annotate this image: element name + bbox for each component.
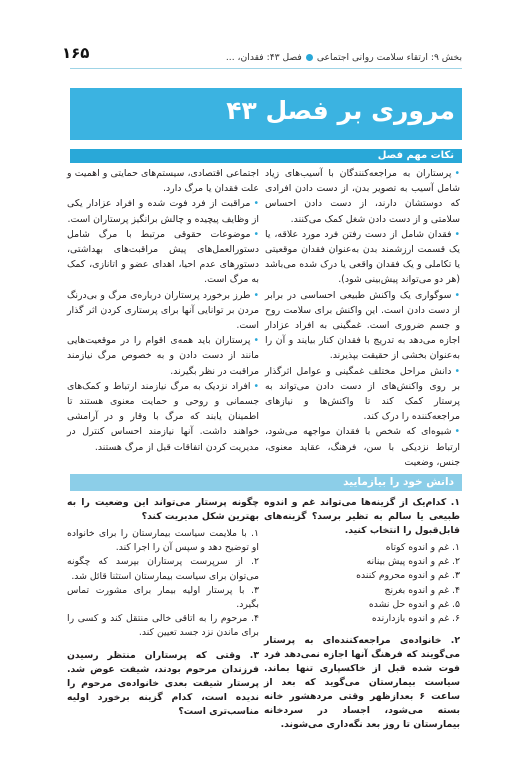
key-points-right-column (265, 166, 460, 470)
key-point: • شیوه‌ای که شخص با فقدان مواجهه می‌شود، ارتباط نزدیکی با سن، فرهنگ، عقاید معنوی، جنس، وضعیت (265, 424, 460, 470)
question-2-option: ۱. با ملایمت سیاست بیمارستان را برای خانواده او توضیح دهد و سپس آن را اجرا کند. (67, 528, 259, 554)
key-point: • موضوعات حقوقی مرتبط با مرگ شامل دستورالعمل‌های پیش مراقبت‌های بهداشتی، دستورهای عدم احیا، اهدای عضو و اتانازی، کمک به مرگ است. (67, 227, 259, 288)
key-point: • دانش مراحل مختلف غمگینی و عوامل اثرگذار بر روی واکنش‌های از دست دادن می‌تواند به پرستار کمک کند تا واکنش‌ها و نیازهای مراجعه‌کننده را درک کند. (265, 364, 460, 425)
key-point: • پرستاران باید همه‌ی اقوام را در موقعیت‌هایی مانند از دست دادن و به خصوص مرگ نیازمند مراقبت در نظر بگیرند. (67, 333, 259, 379)
question-1: ۱. کدام‌یک از گزینه‌ها می‌تواند غم و اندوه طبیعی یا سالم به تظیر برسد؟ گزینه‌های قابل‌قبول را انتخاب کنید. (264, 497, 460, 536)
question-2-option: ۲. از سرپرست پرستاران بپرسد که چگونه می‌توان برای سیاست بیمارستان استثنا قائل شد. (67, 556, 259, 582)
key-point: • فقدان شامل از دست رفتن فرد مورد علاقه، یا یک قسمت ارزشمند بدن به‌عنوان فقدان موقعیتی یا تکاملی و یک فقدان واقعی یا درک شده می‌باشد (هر دو می‌تواند پیش‌بینی شود). (265, 227, 460, 288)
question-1-option: ۴. غم و اندوه بغرنج (384, 584, 460, 596)
key-point: • افراد نزدیک به مرگ نیازمند ارتباط و کمک‌های جسمانی و روحی و حمایت معنوی هستند تا اطمینان یابند که مرگ با وقار و در آرامشی خواهند داشت. آنها نیازمند احساس کنترل در مدیریت کردن اتفاقات قبل از مرگ هستند. (67, 379, 259, 455)
key-point: • پرستاران به مراجعه‌کنندگان با آسیب‌های زیاد شامل آسیب به تصویر بدن، از دست دادن افرادی که دوستشان دارند، از دست دادن احساس سلامتی و از دست دادن شغل کمک می‌کنند. (265, 166, 460, 227)
quiz-left-column (67, 496, 259, 722)
key-point-continued: اجتماعی اقتصادی، سیستم‌های حمایتی و اهمیت و علت فقدان یا مرگ دارد. (67, 168, 259, 195)
question-1-option: ۵. غم و اندوه حل نشده (368, 598, 460, 610)
question-1-option: ۲. غم و اندوه پیش بینانه (366, 556, 460, 568)
question-2-option: ۴. مرحوم را به اتاقی خالی منتقل کند و کسی را برای ماندن نزد جسد تعیین کند. (67, 613, 259, 639)
question-3: ۳. وقتی که پرستاران منتظر رسیدن فرزندان مرحوم بودند، شیفت عوض شد. پرستار شیفت بعدی خانواده‌ی مرحوم را ندیده است، کدام گزینه برخورد اولیه مناسب‌تری است؟ (67, 649, 259, 717)
page-number: ۱۶۵ (62, 44, 90, 62)
quiz-right-column (264, 496, 460, 735)
key-points-left-column (67, 166, 259, 455)
question-1-option: ۳. غم و اندوه محروم کننده (356, 570, 460, 582)
running-head-section: بخش ۹: ارتقاء سلامت روانی اجتماعی (316, 51, 462, 63)
bullet-dot-icon (306, 54, 313, 61)
key-point: • مراقبت از فرد فوت شده و افراد عزادار یکی از وظایف پیچیده و چالش برانگیز پرستاران است. (67, 196, 259, 226)
question-1-option: ۱. غم و اندوه کوتاه (385, 542, 460, 553)
key-points-heading: نکات مهم فصل (377, 150, 454, 161)
question-2: ۲. خانواده‌ی مراجعه‌کننده‌ای به پرستار می‌گویند که فرهنگ آنها اجازه نمی‌دهد فرد فوت شده قبل از خاکسپاری تنها بماند. سیاست بیمارستان می‌گوید که بعد از ساعت ۶ بعدازظهر وقتی مردهشور خانه بسته می‌شود، اجساد در سردخانه بیمارستان تا روز بعد نگه‌داری می‌شوند. (264, 635, 461, 731)
question-1-option: ۶. غم و اندوه بازدارنده (371, 613, 460, 625)
quiz-heading: دانش خود را بیازمایید (343, 476, 454, 488)
question-2-option: ۳. با پرستار اولیه بیمار برای مشورت تماس بگیرد. (67, 584, 259, 611)
key-point: • سوگواری یک واکنش طبیعی احساسی در برابر از دست دادن است. این واکنش برای سلامت روح و جسم ضروری است. غمگینی به افراد عزادار اجازه می‌دهد به تدریج با فقدان کنار بیایند و آن را به‌عنوان بخشی از حقیقت بپذیرند. (265, 288, 460, 364)
running-head-chapter: فصل ۴۳: فقدان، ... (225, 51, 302, 63)
running-head (70, 46, 462, 69)
question-2-continued: چگونه پرستار می‌تواند این وضعیت را به بهترین شکل مدیریت کند؟ (67, 497, 259, 522)
chapter-title: مروری بر فصل ۴۳ (226, 96, 455, 125)
key-point: • طرز برخورد پرستاران درباره‌ی مرگ و بی‌درنگ مردن بر توانایی آنها برای پرستاری کردن اثر گذار است. (67, 288, 259, 334)
